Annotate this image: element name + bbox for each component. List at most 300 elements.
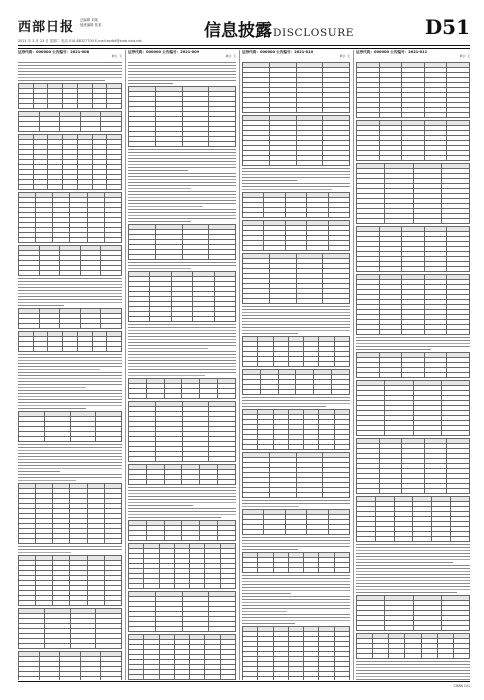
table-cell — [304, 362, 319, 367]
table-cell — [307, 213, 328, 218]
table-cell — [33, 347, 48, 352]
text-line — [18, 284, 122, 285]
table-cell — [379, 373, 402, 378]
text-line — [128, 327, 236, 328]
text-line — [356, 559, 470, 560]
table-cell — [80, 271, 101, 276]
text-paragraph — [128, 508, 236, 518]
text-line — [18, 369, 100, 370]
text-line — [18, 354, 122, 355]
text-paragraph — [356, 661, 470, 680]
table-cell — [19, 271, 40, 276]
table-cell — [307, 530, 328, 535]
table-cell — [402, 156, 425, 161]
text-line — [242, 581, 350, 582]
table-cell — [258, 568, 273, 573]
data-table — [128, 543, 236, 589]
text-line — [18, 372, 122, 373]
footer-rule — [18, 681, 470, 682]
text-line — [18, 287, 122, 288]
section-title — [204, 16, 354, 41]
data-table — [18, 134, 122, 190]
table-cell — [441, 219, 469, 224]
table-cell — [447, 267, 470, 272]
text-line — [242, 611, 287, 612]
table-cell — [379, 156, 402, 161]
table-cell — [243, 246, 264, 251]
announcement — [242, 50, 350, 59]
text-paragraph — [128, 487, 236, 506]
table-cell — [77, 347, 92, 352]
text-line — [242, 575, 350, 576]
table-cell — [53, 238, 70, 243]
table-cell — [60, 324, 81, 329]
text-line — [128, 158, 236, 159]
text-paragraph — [356, 544, 470, 563]
column-divider — [125, 50, 126, 680]
table-cell — [437, 654, 453, 659]
table-cell — [101, 324, 122, 329]
table-cell — [258, 362, 273, 367]
text-line — [18, 281, 122, 282]
data-table — [242, 62, 350, 113]
table-cell — [92, 347, 107, 352]
table-cell — [447, 330, 470, 335]
table-cell — [243, 161, 270, 166]
table-cell — [39, 677, 60, 680]
text-line — [128, 188, 191, 189]
table-cell — [193, 317, 214, 322]
text-line — [242, 500, 350, 501]
text-line — [18, 453, 122, 454]
data-table — [356, 496, 470, 542]
text-line — [128, 351, 236, 352]
table-cell — [402, 330, 425, 335]
table-cell — [36, 539, 53, 544]
text-line — [128, 179, 236, 180]
table-cell — [328, 213, 349, 218]
text-paragraph — [18, 354, 122, 370]
text-line — [18, 549, 122, 550]
table-cell — [19, 644, 45, 649]
text-line — [128, 197, 236, 198]
text-paragraph — [128, 149, 236, 171]
text-line — [18, 402, 122, 403]
text-line — [128, 194, 236, 195]
text-paragraph — [356, 565, 470, 593]
text-line — [242, 330, 350, 331]
text-line — [128, 262, 236, 263]
table-cell — [243, 493, 270, 498]
table-cell — [375, 537, 394, 542]
footer-code: CIYAN 101 — [453, 684, 470, 688]
table-cell — [304, 677, 319, 680]
table-cell — [209, 142, 236, 147]
text-line — [128, 149, 236, 150]
text-line — [128, 215, 236, 216]
table-cell — [155, 457, 182, 462]
table-cell — [70, 601, 87, 606]
text-line — [18, 296, 122, 297]
table-cell — [243, 362, 258, 367]
text-paragraph — [128, 62, 236, 84]
text-line — [18, 399, 122, 400]
table-cell — [328, 246, 349, 251]
table-cell — [92, 104, 107, 109]
table-cell — [451, 537, 470, 542]
text-line — [18, 278, 122, 279]
text-line — [128, 62, 236, 63]
text-line — [242, 333, 298, 334]
table-cell — [357, 219, 385, 224]
text-line — [356, 343, 470, 344]
column-2 — [128, 50, 236, 680]
text-line — [242, 584, 350, 585]
table-cell — [146, 394, 164, 399]
table-cell — [334, 362, 349, 367]
text-line — [18, 450, 122, 451]
data-table — [242, 626, 350, 680]
announcement-title: 证券代码：000000 公告编号：2021-011 — [356, 50, 428, 54]
text-line — [18, 393, 122, 394]
text-line — [242, 506, 299, 507]
text-line — [242, 602, 350, 603]
table-cell — [389, 654, 405, 659]
table-cell — [129, 584, 144, 589]
text-line — [242, 617, 350, 618]
table-cell — [182, 627, 209, 632]
table-cell — [77, 104, 92, 109]
text-line — [242, 183, 350, 184]
table-cell — [107, 104, 122, 109]
table-cell — [19, 104, 34, 109]
table-cell — [402, 113, 425, 118]
table-cell — [70, 437, 96, 442]
table-cell — [19, 601, 36, 606]
text-line — [242, 174, 350, 175]
text-line — [18, 366, 122, 367]
text-line — [128, 511, 236, 512]
table-cell — [200, 480, 218, 485]
table-cell — [307, 246, 328, 251]
text-line — [356, 544, 470, 545]
table-cell — [447, 156, 470, 161]
table-cell — [200, 394, 218, 399]
text-line — [242, 180, 297, 181]
text-line — [18, 68, 122, 69]
table-cell — [129, 536, 147, 541]
table-cell — [278, 390, 296, 395]
text-line — [18, 74, 122, 75]
table-cell — [182, 255, 209, 260]
text-line — [18, 299, 122, 300]
text-line — [242, 318, 350, 319]
table-cell — [304, 568, 319, 573]
column-3 — [242, 50, 350, 680]
table-cell — [424, 267, 447, 272]
text-line — [18, 468, 122, 469]
text-line — [18, 360, 122, 361]
text-line — [242, 543, 350, 544]
table-cell — [323, 493, 350, 498]
data-table — [128, 224, 236, 260]
announcement — [356, 50, 470, 59]
table-cell — [243, 530, 264, 535]
table-cell — [87, 539, 104, 544]
table-cell — [379, 330, 402, 335]
text-line — [128, 360, 236, 361]
text-line — [128, 206, 203, 207]
text-line — [356, 349, 431, 350]
text-line — [242, 537, 350, 538]
table-cell — [129, 255, 156, 260]
text-line — [242, 590, 350, 591]
table-cell — [159, 584, 174, 589]
text-line — [242, 503, 350, 504]
masthead-rule — [18, 45, 470, 46]
text-line — [128, 221, 191, 222]
text-line — [242, 309, 350, 310]
table-cell — [104, 601, 121, 606]
table-cell — [129, 627, 156, 632]
text-line — [128, 354, 236, 355]
text-line — [242, 321, 350, 322]
text-line — [242, 312, 350, 313]
text-line — [128, 496, 236, 497]
table-cell — [96, 437, 122, 442]
text-line — [18, 80, 105, 81]
text-line — [356, 661, 470, 662]
table-cell — [101, 677, 122, 680]
table-cell — [243, 213, 264, 218]
text-paragraph — [242, 306, 350, 334]
table-cell — [218, 480, 236, 485]
table-cell — [164, 480, 182, 485]
table-cell — [182, 142, 209, 147]
text-paragraph — [18, 390, 122, 409]
text-line — [128, 212, 236, 213]
table-cell — [288, 677, 303, 680]
text-line — [128, 71, 236, 72]
text-line — [128, 167, 236, 168]
table-cell — [19, 437, 45, 442]
text-line — [356, 553, 470, 554]
table-cell — [182, 457, 209, 462]
table-cell — [285, 530, 306, 535]
table-cell — [243, 390, 261, 395]
table-cell — [424, 489, 447, 494]
table-cell — [44, 437, 70, 442]
table-cell — [146, 480, 164, 485]
text-line — [18, 405, 122, 406]
table-cell — [273, 445, 288, 450]
text-line — [128, 490, 236, 491]
text-line — [356, 664, 470, 665]
table-cell — [19, 539, 36, 544]
text-line — [18, 302, 122, 303]
text-line — [18, 363, 122, 364]
table-cell — [243, 677, 258, 680]
table-cell — [296, 299, 323, 304]
table-cell — [319, 362, 334, 367]
text-line — [242, 168, 350, 169]
text-line — [356, 583, 470, 584]
text-line — [242, 400, 350, 401]
table-cell — [260, 390, 278, 395]
text-line — [128, 487, 236, 488]
table-cell — [432, 537, 451, 542]
text-line — [18, 444, 122, 445]
table-cell — [332, 390, 350, 395]
table-cell — [60, 127, 81, 132]
text-paragraph — [128, 324, 236, 349]
table-cell — [44, 644, 70, 649]
table-cell — [19, 324, 40, 329]
text-paragraph — [356, 337, 470, 350]
table-cell — [379, 113, 402, 118]
text-line — [128, 268, 191, 269]
text-line — [356, 565, 470, 566]
table-cell — [394, 537, 413, 542]
data-table — [356, 163, 470, 224]
text-line — [128, 342, 236, 343]
table-cell — [319, 568, 334, 573]
text-line — [128, 200, 236, 201]
data-table — [128, 86, 236, 147]
announcement-title: 证券代码：000000 公告编号：2021-010 — [242, 50, 314, 54]
text-paragraph — [18, 62, 122, 81]
data-table — [18, 245, 122, 276]
text-line — [128, 339, 236, 340]
table-cell — [402, 267, 425, 272]
data-table — [128, 401, 236, 462]
table-cell — [146, 536, 164, 541]
text-line — [128, 499, 236, 500]
table-cell — [33, 104, 48, 109]
table-cell — [385, 626, 413, 631]
data-table — [242, 336, 350, 367]
text-line — [356, 337, 470, 338]
table-cell — [63, 347, 78, 352]
table-cell — [296, 493, 323, 498]
text-paragraph — [242, 596, 350, 612]
text-paragraph — [18, 444, 122, 472]
column-divider — [239, 50, 240, 680]
text-line — [18, 477, 122, 478]
text-line — [128, 375, 205, 376]
table-cell — [200, 536, 218, 541]
table-cell — [334, 568, 349, 573]
table-unit-label: 单位：元 — [225, 55, 236, 59]
data-table — [18, 651, 122, 680]
table-cell — [447, 113, 470, 118]
table-cell — [285, 213, 306, 218]
text-line — [18, 459, 122, 460]
table-cell — [288, 568, 303, 573]
text-line — [18, 456, 122, 457]
table-cell — [19, 127, 40, 132]
text-line — [128, 265, 236, 266]
text-line — [356, 550, 470, 551]
table-cell — [357, 267, 380, 272]
table-cell — [190, 584, 205, 589]
text-line — [242, 599, 350, 600]
announcement — [18, 50, 122, 59]
data-table — [18, 308, 122, 329]
column-divider — [353, 50, 354, 680]
text-line — [18, 462, 122, 463]
text-line — [356, 547, 470, 548]
text-line — [356, 586, 470, 587]
table-cell — [39, 324, 60, 329]
table-cell — [357, 654, 373, 659]
table-cell — [243, 299, 270, 304]
text-line — [18, 396, 122, 397]
text-line — [356, 571, 470, 572]
table-cell — [441, 431, 469, 436]
data-table — [18, 483, 122, 544]
column-4 — [356, 50, 470, 680]
text-line — [242, 614, 350, 615]
data-table — [242, 115, 350, 166]
table-cell — [209, 457, 236, 462]
table-cell — [243, 568, 258, 573]
table-cell — [402, 489, 425, 494]
section-title-cn: 信息披露 — [204, 21, 272, 41]
text-line — [356, 673, 470, 674]
data-table — [18, 608, 122, 649]
text-line — [128, 164, 236, 165]
table-cell — [48, 104, 63, 109]
table-cell — [357, 626, 385, 631]
table-cell — [304, 445, 319, 450]
table-cell — [164, 536, 182, 541]
data-table — [356, 62, 470, 118]
text-line — [356, 562, 453, 563]
text-line — [128, 65, 236, 66]
table-cell — [269, 161, 296, 166]
table-cell — [205, 584, 220, 589]
table-cell — [424, 330, 447, 335]
text-line — [242, 327, 350, 328]
table-cell — [218, 394, 236, 399]
text-line — [242, 540, 350, 541]
text-line — [242, 403, 350, 404]
text-paragraph — [18, 372, 122, 388]
text-line — [356, 670, 470, 671]
text-line — [18, 290, 122, 291]
table-cell — [182, 536, 200, 541]
table-cell — [129, 394, 147, 399]
text-line — [356, 577, 470, 578]
table-cell — [357, 373, 380, 378]
dateline: 2021 年 3 月 23 日 星期二 电话 010-88327700 E-mail:zqrb9@zqrb.sina.net — [18, 39, 142, 43]
table-cell — [447, 489, 470, 494]
table-cell — [214, 317, 235, 322]
table-cell — [70, 539, 87, 544]
text-line — [356, 346, 470, 347]
table-cell — [19, 677, 40, 680]
section-title-en: DISCLOSURE — [273, 27, 354, 39]
text-line — [356, 574, 470, 575]
table-cell — [19, 185, 34, 190]
table-cell — [39, 271, 60, 276]
text-line — [18, 387, 86, 388]
table-cell — [70, 644, 96, 649]
text-line — [128, 366, 236, 367]
text-line — [128, 330, 236, 331]
table-cell — [209, 627, 236, 632]
